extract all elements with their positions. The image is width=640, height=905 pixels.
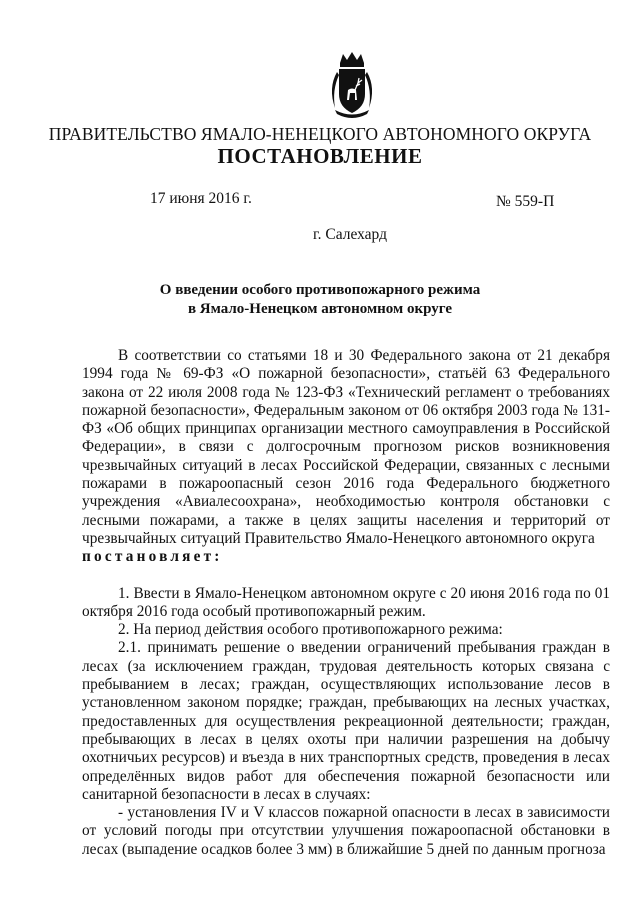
document-type: ПОСТАНОВЛЕНИЕ [217,144,423,168]
resolves-line [82,548,610,566]
organization-name: ПРАВИТЕЛЬСТВО ЯМАЛО-НЕНЕЦКОГО АВТОНОМНОГО ОКРУГА [48,124,592,144]
document-date: 17 июня 2016 г. [150,190,252,207]
resolves-word: постановляет: [82,548,223,566]
preamble-paragraph: В соответствии со статьями 18 и 30 Федерального закона от 21 декабря 1994 года № 69-ФЗ «О пожарной безопасности», статьёй 63 Федерального закона от 22 июля 2008 года № 123-ФЗ «Технический регламент о требованиях пожарной безопасности», Федеральным законом от 06 октября 2003 года № 131-ФЗ «Об общих принципах организации местного самоуправления в Российской Федерации», в связи с долгосрочным прогнозом рисков возникновения чрезвычайных ситуаций в лесах Российской Федерации, связанных с лесными пожарами в пожароопасный сезон 2016 года Федерального бюджетного учреждения «Авиалесоохрана», необходимостью контроля обстановки с лесными пожарами, а также в целях защиты населения и территорий от чрезвычайных ситуаций Правительство Ямало-Ненецкого автономного округа [82,347,610,547]
document-city: г. Салехард [313,226,387,243]
document-number: № 559-П [496,193,555,210]
coat-of-arms-icon [325,50,379,118]
document-body [82,347,610,859]
paragraph-1: 1. Ввести в Ямало-Ненецком автономном округе с 20 июня 2016 года по 01 октября 2016 года особый противопожарный режим. [82,584,610,620]
title-line-2: в Ямало-Ненецком автономном округе [187,300,453,317]
paragraph-2: 2. На период действия особого противопожарного режима: [118,621,503,639]
document-title [0,281,640,318]
paragraph-2-1: 2.1. принимать решение о введении ограничений пребывания граждан в лесах (за исключением граждан, трудовая деятельность которых связана с пребыванием в лесах; граждан, осуществляющих использование лесов в установленном законом порядке; граждан, пребывающих на лесных участках, предоставленных для осуществления рекреационной деятельности; граждан, пребывающих в лесах в целях охоты при наличии разрешения на добычу охотничьих ресурсов) и въезда в них транспортных средств, проведения в лесах определённых видов работ для обеспечения пожарной безопасности или санитарной безопасности в лесах в случаях: [82,639,610,803]
paragraph-2-1-a: - установления IV и V классов пожарной опасности в лесах в зависимости от условий погоды при отсутствии улучшения пожароопасной обстановки в лесах (выпадение осадков более 3 мм) в ближайшие 5 дней по данным прогноза [82,804,610,858]
title-line-1: О введении особого противопожарного режима [159,282,481,298]
